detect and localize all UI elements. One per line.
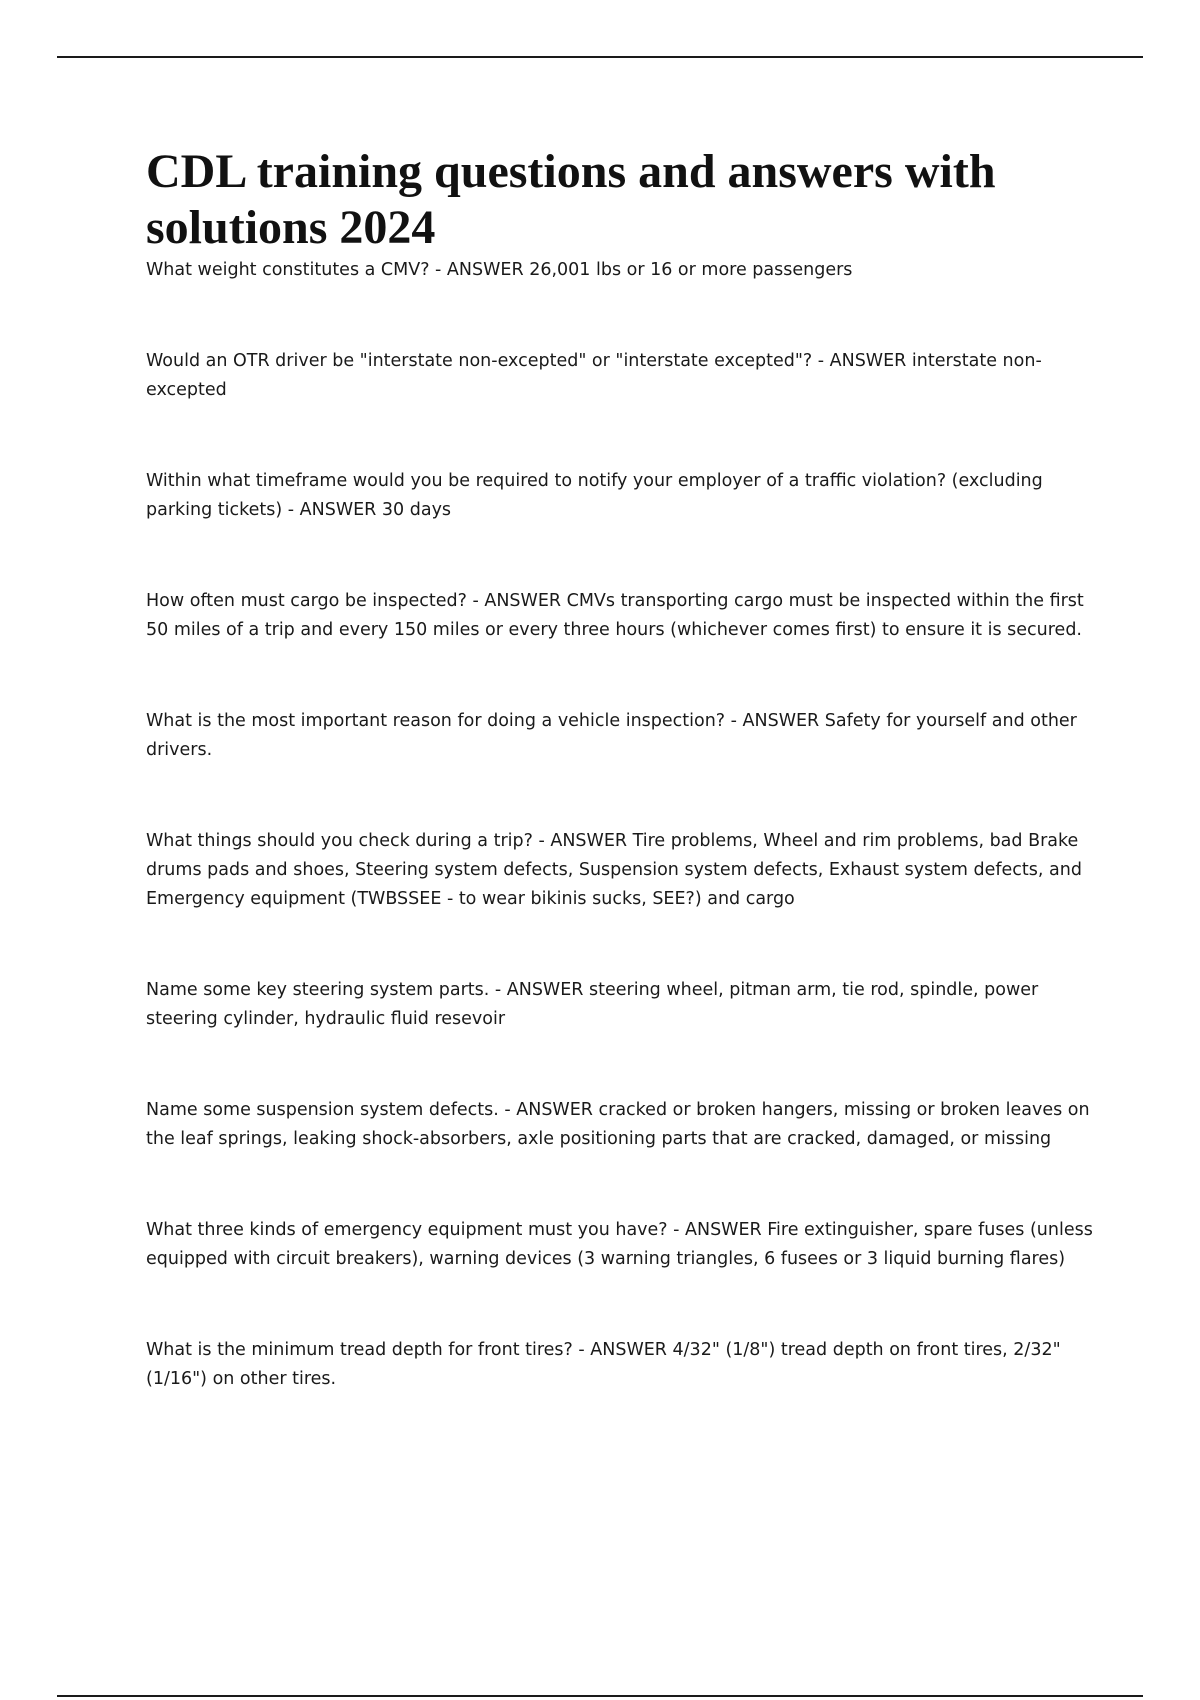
qa-item: What is the minimum tread depth for front tires? - ANSWER 4/32" (1/8") tread depth on front tires, 2/32" (1/16") on other tires. (146, 1340, 1061, 1389)
qa-item: Name some key steering system parts. - ANSWER steering wheel, pitman arm, tie rod, spindle, power steering cylinder, hydraulic fluid resevoir (146, 980, 1039, 1029)
qa-item: What three kinds of emergency equipment must you have? - ANSWER Fire extinguisher, spare fuses (unless equipped with circuit breakers), warning devices (3 warning triangles, 6 fusees or 3 liquid burning flares) (146, 1220, 1093, 1269)
title-line-2: solutions 2024 (146, 201, 436, 254)
qa-item: Name some suspension system defects. - ANSWER cracked or broken hangers, missing or broken leaves on the leaf springs, leaking shock-absorbers, axle positioning parts that are cracked, damaged, or missing (146, 1100, 1090, 1149)
document-title (146, 144, 1096, 256)
qa-item: What is the most important reason for doing a vehicle inspection? - ANSWER Safety for yourself and other drivers. (146, 711, 1077, 760)
title-line-1: CDL training questions and answers with (146, 145, 996, 198)
qa-list (146, 256, 1096, 1394)
top-rule (57, 56, 1143, 58)
bottom-rule (57, 1695, 1143, 1697)
qa-item: What weight constitutes a CMV? - ANSWER 26,001 lbs or 16 or more passengers (146, 260, 853, 280)
qa-item: How often must cargo be inspected? - ANSWER CMVs transporting cargo must be inspected within the first 50 miles of a trip and every 150 miles or every three hours (whichever comes first) to ensure it is secured. (146, 591, 1084, 640)
qa-item: Would an OTR driver be "interstate non-excepted" or "interstate excepted"? - ANSWER interstate non-excepted (146, 351, 1042, 400)
qa-item: What things should you check during a trip? - ANSWER Tire problems, Wheel and rim problems, bad Brake drums pads and shoes, Steering system defects, Suspension system defects, Exhaust system defects, and Emergency equipment (TWBSSEE - to wear bikinis sucks, SEE?) and cargo (146, 831, 1082, 909)
qa-item: Within what timeframe would you be required to notify your employer of a traffic violation? (excluding parking tickets) - ANSWER 30 days (146, 471, 1043, 520)
document-body (146, 144, 1096, 1394)
